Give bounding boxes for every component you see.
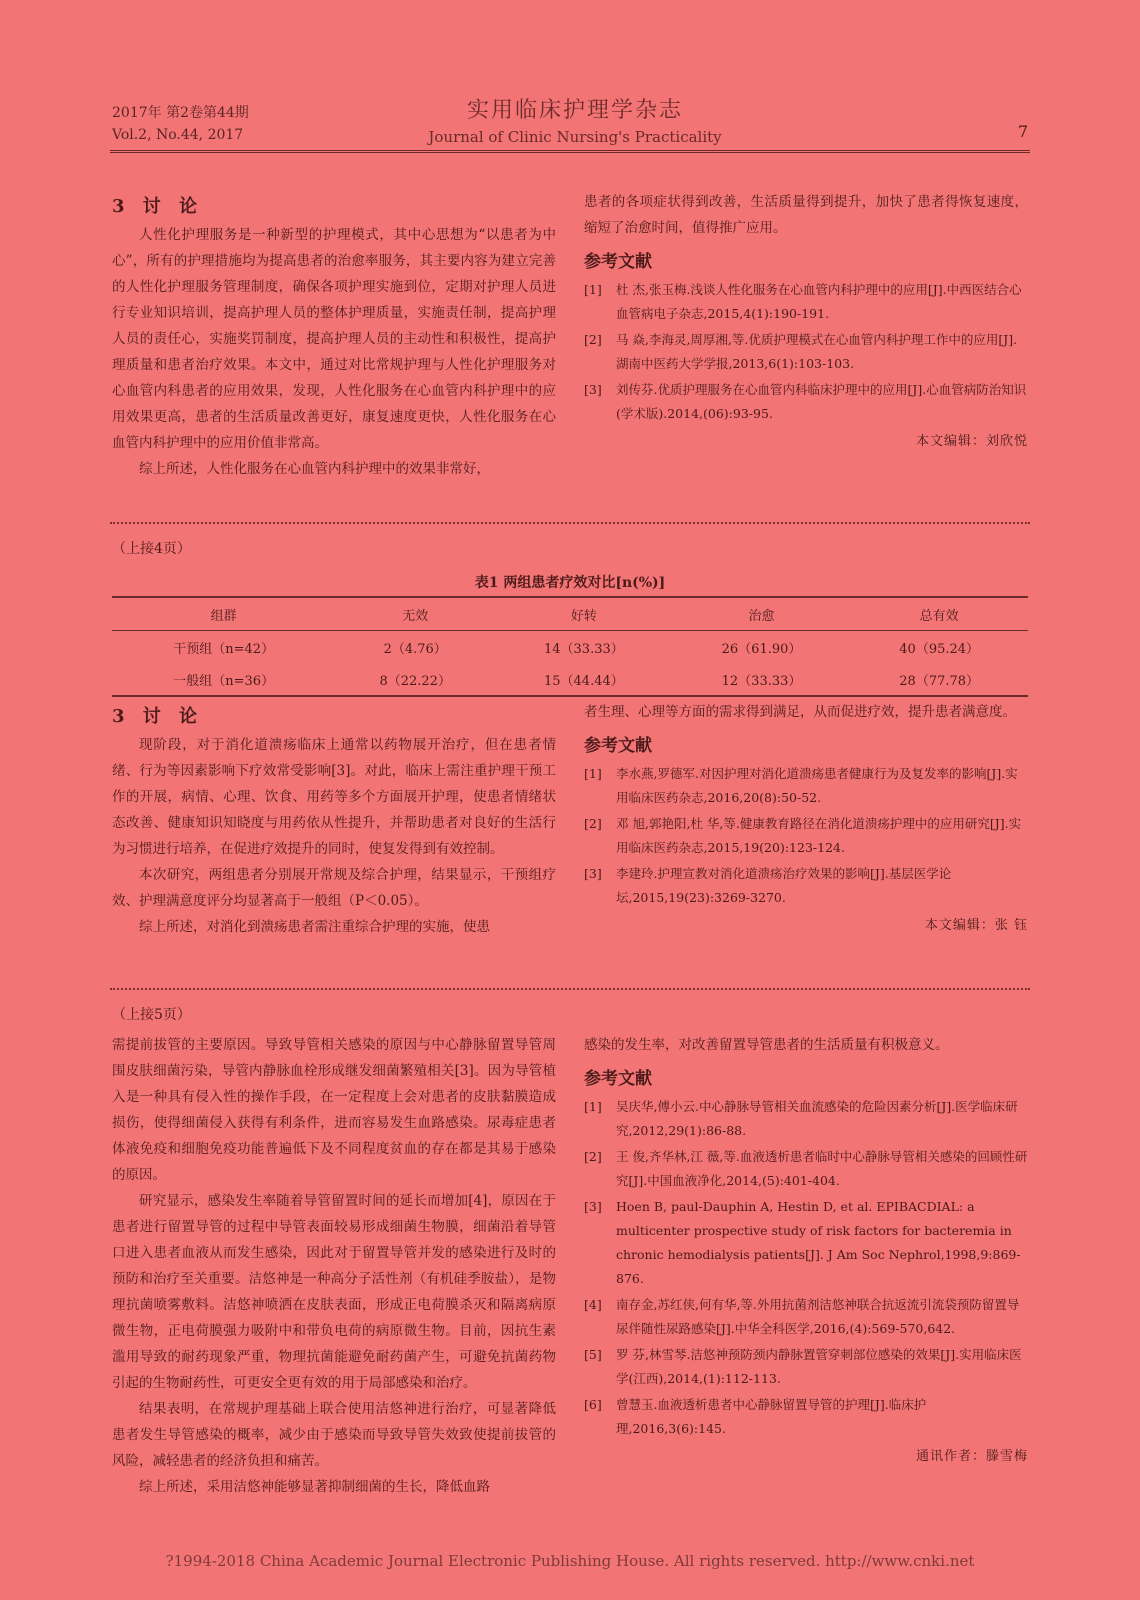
issue-info: [112, 102, 249, 146]
article3-continued: （上接5页）: [112, 1007, 191, 1023]
article3-left-column: [112, 1032, 556, 1500]
journal-title-cn: 实用临床护理学杂志: [466, 98, 683, 123]
reference-item: [6] 曾慧玉.血液透析患者中心静脉留置导管的护理[J].临床护理,2016,3(6):145.: [584, 1397, 927, 1436]
page-number: 7: [1017, 122, 1028, 141]
table-cell: 40（95.24）: [899, 641, 980, 657]
section-divider: [110, 988, 1030, 990]
section-divider: [110, 522, 1030, 524]
article1-refs-heading: 参考文献: [584, 252, 652, 272]
article2-paragraph-cont: 者生理、心理等方面的需求得到满足，从而促进疗效，提升患者满意度。: [584, 704, 1016, 720]
article1-heading: 3 讨 论: [112, 196, 204, 217]
article3-paragraph-cont: 感染的发生率，对改善留置导管患者的生活质量有积极意义。: [584, 1037, 949, 1053]
article3-paragraph: 结果表明，在常规护理基础上联合使用洁悠神进行治疗，可显著降低患者发生导管感染的概率，减少由于感染而导致导管失效致使提前拔管的风险，减轻患者的经济负担和痛苦。: [112, 1401, 556, 1469]
article1-paragraph-cont: 患者的各项症状得到改善，生活质量得到提升，加快了患者得恢复速度，缩短了治愈时间，值得推广应用。: [584, 194, 1028, 236]
article1-left-column: [112, 192, 556, 482]
table-header-cell: 治愈: [748, 608, 775, 624]
article2-right-column: [584, 699, 1028, 933]
reference-item: [4] 南存金,苏红侠,何有华,等.外用抗菌剂洁悠神联合抗返流引流袋预防留置导尿伴随性尿路感染[J].中华全科医学,2016,(4):569-570,642.: [584, 1297, 1020, 1336]
issue-en: Vol.2, No.44, 2017: [112, 127, 244, 143]
article3-paragraph: 需提前拔管的主要原因。导致导管相关感染的原因与中心静脉留置导管周围皮肤细菌污染，导管内静脉血栓形成继发细菌繁殖相关[3]。因为导管植入是一种具有侵入性的操作手段，在一定程度上会对患者的皮肤黏膜造成损伤，使得细菌侵入获得有利条件，进而容易发生血路感染。尿毒症患者体液免疫和细胞免疫功能普遍低下及不同程度贫血的存在都是其易于感染的原因。: [112, 1037, 556, 1183]
article2-paragraph: 本次研究，两组患者分别展开常规及综合护理，结果显示，干预组疗效、护理满意度评分均显著高于一般组（P＜0.05）。: [112, 867, 556, 909]
article3-corresponding-author: 通讯作者：滕雪梅: [915, 1449, 1028, 1464]
article1-paragraph: 综上所述，人性化服务在心血管内科护理中的效果非常好，: [139, 461, 490, 477]
reference-item: [3] Hoen B, paul-Dauphin A, Hestin D, et al. EPIBACDIAL: a multicenter prospective study of risk factors for bacteremia in chronic hemodialysis patients[J]. J Am Soc Nephrol,1998,9:869-876.: [584, 1199, 1021, 1286]
article3-refs-heading: 参考文献: [584, 1069, 652, 1089]
article1-paragraph: 人性化护理服务是一种新型的护理模式，其中心思想为“以患者为中心”，所有的护理措施均为提高患者的治愈率服务，其主要内容为建立完善的人性化护理服务管理制度，确保各项护理实施到位，定期对护理人员进行专业知识培训，提高护理人员的整体护理质量，实施责任制，提高护理人员的责任心，实施奖罚制度，提高护理人员的主动性和积极性，提高护理质量和患者治疗效果。本文中，通过对比常规护理与人性化护理服务对心血管内科患者的应用效果，发现，人性化服务在心血管内科护理中的应用效果更高，患者的生活质量改善更好，康复速度更快，人性化服务在心血管内科护理中的应用价值非常高。: [112, 227, 556, 451]
table-cell: 15（44.44）: [543, 673, 624, 689]
table-caption: 表1 两组患者疗效对比[n(%)]: [474, 575, 666, 591]
article2-continued: （上接4页）: [112, 541, 191, 557]
article2-left-column: [112, 702, 556, 940]
article1-right-column: [584, 189, 1028, 449]
article1-editor: 本文编辑：刘欣悦: [915, 434, 1028, 449]
table-row: [112, 631, 1028, 664]
reference-item: [2] 王 俊,齐华林,江 薇,等.血液透析患者临时中心静脉导管相关感染的回顾性研究[J].中国血液净化,2014,(5):401-404.: [584, 1149, 1028, 1188]
article3-paragraph: 研究显示，感染发生率随着导管留置时间的延长而增加[4]，原因在于患者进行留置导管的过程中导管表面较易形成细菌生物膜，细菌沿着导管口进入患者血液从而发生感染，因此对于留置导管并发的感染进行及时的预防和治疗至关重要。洁悠神是一种高分子活性剂（有机硅季胺盐），是物理抗菌喷雾敷料。洁悠神喷洒在皮肤表面，形成正电荷膜杀灭和隔离病原微生物，正电荷膜强力吸附中和带负电荷的病原微生物。目前，因抗生素滥用导致的耐药现象严重，物理抗菌能避免耐药菌产生，可避免抗菌药物引起的生物耐药性，可更安全更有效的用于局部感染和治疗。: [112, 1193, 556, 1391]
table-row: [112, 663, 1028, 696]
header-rule: [110, 150, 1030, 156]
table-cell: 2（4.76）: [383, 641, 447, 657]
table-header-row: [112, 597, 1028, 631]
article2-paragraph: 现阶段，对于消化道溃疡临床上通常以药物展开治疗，但在患者情绪、行为等因素影响下疗效常受影响[3]。对此，临床上需注重护理干预工作的开展，病情、心理、饮食、用药等多个方面展开护理，使患者情绪状态改善、健康知识知晓度与用药依从性提升，并帮助患者对良好的生活行为习惯进行培养，在促进疗效提升的同时，使复发得到有效控制。: [112, 737, 556, 857]
article2-paragraph: 综上所述，对消化到溃疡患者需注重综合护理的实施，使患: [139, 919, 490, 935]
table-cell: 28（77.78）: [899, 673, 980, 689]
table-header-cell: 好转: [570, 608, 597, 624]
reference-item: [5] 罗 芬,林雪琴.洁悠神预防颈内静脉置管穿刺部位感染的效果[J].实用临床医学(江西),2014,(1):112-113.: [584, 1347, 1022, 1386]
table-header-cell: 总有效: [919, 608, 959, 624]
reference-item: [3] 李建玲.护理宣教对消化道溃疡治疗效果的影响[J].基层医学论坛,2015,19(23):3269-3270.: [584, 866, 952, 905]
article3-right-column: [584, 1032, 1028, 1464]
reference-item: [2] 马 焱,李海灵,周厚湘,等.优质护理模式在心血管内科护理工作中的应用[J].湖南中医药大学学报,2013,6(1):103-103.: [584, 332, 1018, 371]
article3-paragraph: 综上所述，采用洁悠神能够显著抑制细菌的生长，降低血路: [139, 1479, 490, 1495]
table-cell: 干预组（n=42）: [173, 641, 275, 657]
table-cell: 26（61.90）: [721, 641, 802, 657]
efficacy-table: [112, 596, 1028, 697]
reference-item: [1] 李水燕,罗德军.对因护理对消化道溃疡患者健康行为及复发率的影响[J].实用临床医药杂志,2016,20(8):50-52.: [584, 766, 1018, 805]
reference-item: [1] 杜 杰,张玉梅.浅谈人性化服务在心血管内科护理中的应用[J].中西医结合心血管病电子杂志,2015,4(1):190-191.: [584, 282, 1022, 321]
copyright-footer: ?1994-2018 China Academic Journal Electronic Publishing House. All rights reserved. http://www.cnki.net: [165, 1552, 975, 1570]
table-cell: 14（33.33）: [543, 641, 624, 657]
article2-heading: 3 讨 论: [112, 706, 204, 727]
reference-item: [2] 邓 旭,郭艳阳,杜 华,等.健康教育路径在消化道溃疡护理中的应用研究[J].实用临床医药杂志,2015,19(20):123-124.: [584, 816, 1022, 855]
article2-editor: 本文编辑：张 钰: [924, 918, 1028, 933]
table-cell: 12（33.33）: [721, 673, 802, 689]
issue-cn: 2017年 第2卷第44期: [112, 105, 249, 121]
journal-title-en: Journal of Clinic Nursing's Practicality: [428, 128, 722, 146]
reference-item: [3] 刘传芬.优质护理服务在心血管内科临床护理中的应用[J].心血管病防治知识(学术版).2014,(06):93-95.: [584, 382, 1027, 421]
table-header-cell: 无效: [402, 608, 429, 624]
journal-title: [380, 96, 770, 148]
reference-item: [1] 吴庆华,傅小云.中心静脉导管相关血流感染的危险因素分析[J].医学临床研究,2012,29(1):86-88.: [584, 1099, 1018, 1138]
table-cell: 8（22.22）: [379, 673, 451, 689]
article2-refs-heading: 参考文献: [584, 736, 652, 756]
table-cell: 一般组（n=36）: [173, 673, 275, 689]
table-header-cell: 组群: [210, 608, 237, 624]
